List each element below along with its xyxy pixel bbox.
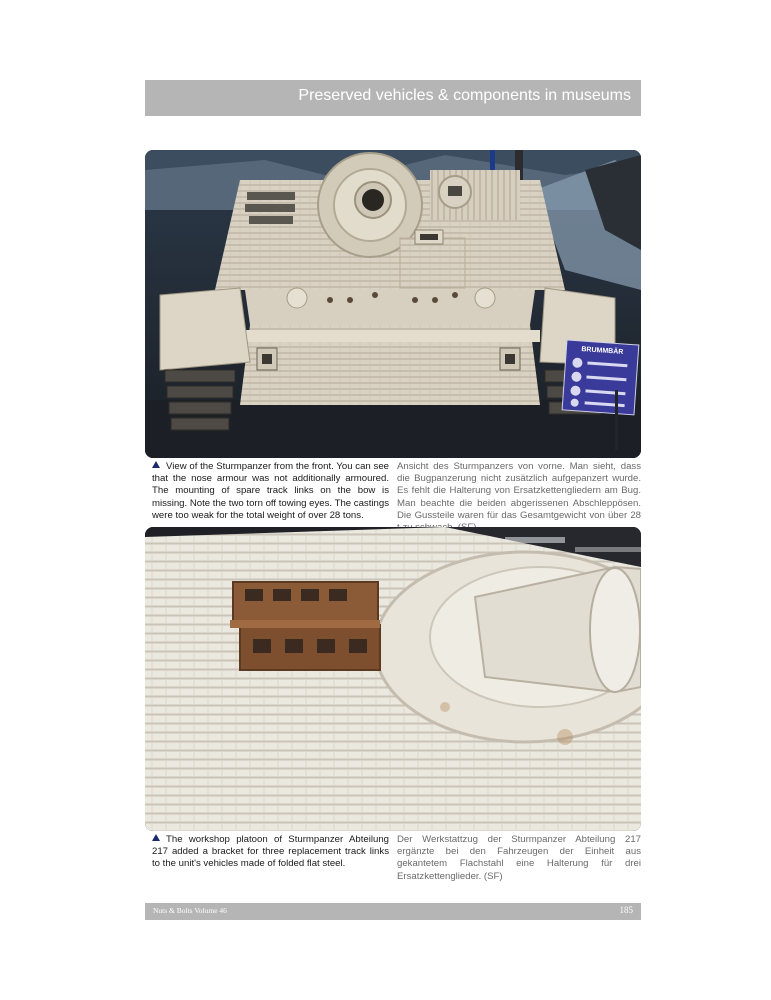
page-number: 185: [619, 905, 633, 915]
track-link-bracket-photo: [145, 527, 641, 831]
caption-2-german: Der Werkstattzug der Sturmpanzer Abteilung 217 ergänzte bei den Fahrzeugen der Einheit aus gekantetem Flachstahl eine Halterung für drei Ersatzkettenglieder. (SF): [397, 834, 641, 882]
caption-1-german: Ansicht des Sturmpanzers von vorne. Man sieht, dass die Bugpanzerung nicht zusätzlich aufgepanzert wurde. Es fehlt die Halterung von Ersatzkettengliedern am Bug. Man beachte die beiden abgerissenen Abschleppösen. Die Gussteile waren für das Gesamtgewicht von über 28: [397, 461, 641, 521]
museum-sign-title: BRUMMBÄR: [581, 346, 624, 356]
triangle-up-icon: [152, 461, 160, 468]
footer-bar: [145, 903, 641, 920]
publication-title: Nuts & Bolts Volume 46: [153, 906, 227, 915]
caption-1-english: View of the Sturmpanzer from the front. You can see that the nose armour was not additionally armoured. The mounting of spare track links on the bow is missing. Note the two torn off towing eyes. The castings were too weak for the total weight of over 28 tons.: [152, 461, 389, 521]
chapter-header-bar: [145, 80, 641, 116]
triangle-up-icon: [152, 834, 160, 841]
caption-2-english: The workshop platoon of Sturmpanzer Abteilung 217 added a bracket for three replacement track links to the unit's vehicles made of folded flat steel.: [152, 834, 389, 870]
sturmpanzer-front-photo: [145, 150, 641, 458]
chapter-title: Preserved vehicles & components in museums: [298, 87, 631, 104]
